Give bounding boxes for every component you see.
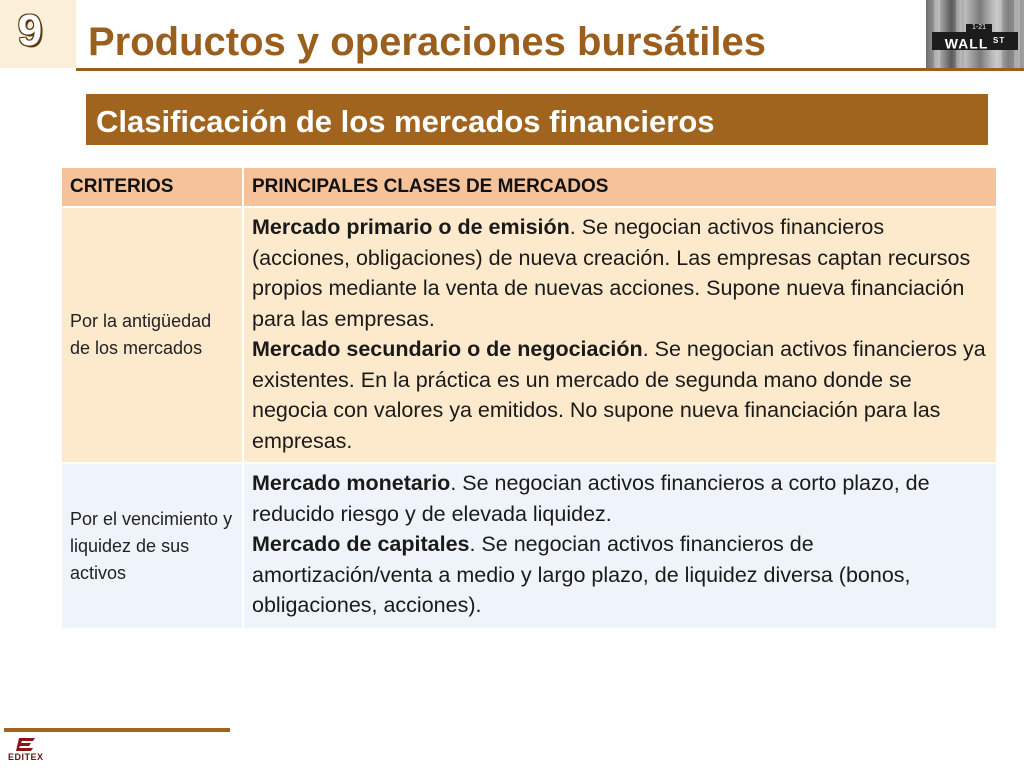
photo-small-sign: 1-21 bbox=[966, 24, 992, 32]
wall-street-photo bbox=[926, 0, 1024, 68]
market-classes-cell bbox=[243, 207, 997, 463]
editex-logo-icon bbox=[16, 736, 38, 752]
chapter-badge bbox=[0, 0, 76, 68]
chapter-number: 9 bbox=[17, 6, 43, 55]
footer-rule bbox=[4, 728, 230, 732]
column-header-criterios: CRITERIOS bbox=[61, 167, 243, 207]
market-term: Mercado monetario bbox=[252, 471, 451, 495]
wall-street-sign-text: WALL bbox=[944, 35, 989, 52]
market-entry bbox=[252, 529, 988, 621]
criterion-cell: Por el vencimiento y liquidez de sus activos bbox=[61, 463, 243, 629]
table-row bbox=[61, 463, 997, 629]
market-entry bbox=[252, 212, 988, 334]
header-divider bbox=[76, 68, 1024, 71]
publisher-logo-text: EDITEX bbox=[8, 752, 44, 762]
market-term: Mercado de capitales bbox=[252, 532, 470, 556]
criterion-cell: Por la antigüedad de los mercados bbox=[61, 207, 243, 463]
markets-table bbox=[60, 166, 998, 630]
wall-street-sign bbox=[932, 32, 1018, 50]
section-banner bbox=[86, 94, 988, 145]
market-description: . Se negocian activos financieros ya existentes. En la práctica es un mercado de segunda mano donde se negocia con valores ya emitidos. No supone nueva financiación para las empresas. bbox=[252, 337, 986, 453]
column-header-clases: PRINCIPALES CLASES DE MERCADOS bbox=[243, 167, 997, 207]
market-entry bbox=[252, 334, 988, 456]
market-term: Mercado secundario o de negociación bbox=[252, 337, 643, 361]
market-classes-cell bbox=[243, 463, 997, 629]
market-term: Mercado primario o de emisión bbox=[252, 215, 570, 239]
market-description: . Se negocian activos financieros de amortización/venta a medio y largo plazo, de liquidez diversa (bonos, obligaciones, acciones). bbox=[252, 532, 911, 617]
section-title: Clasificación de los mercados financieros bbox=[96, 104, 715, 139]
table-header-row bbox=[61, 167, 997, 207]
market-entry bbox=[252, 468, 988, 529]
table-row bbox=[61, 207, 997, 463]
market-description: . Se negocian activos financieros (acciones, obligaciones) de nueva creación. Las empresas captan recursos propios mediante la venta de nuevas acciones. Supone nueva financiación para las empresas. bbox=[252, 215, 971, 331]
wall-street-sign-suffix: ST bbox=[993, 36, 1006, 45]
page-title: Productos y operaciones bursátiles bbox=[88, 20, 766, 64]
market-description: . Se negocian activos financieros a corto plazo, de reducido riesgo y de elevada liquidez. bbox=[252, 471, 930, 526]
